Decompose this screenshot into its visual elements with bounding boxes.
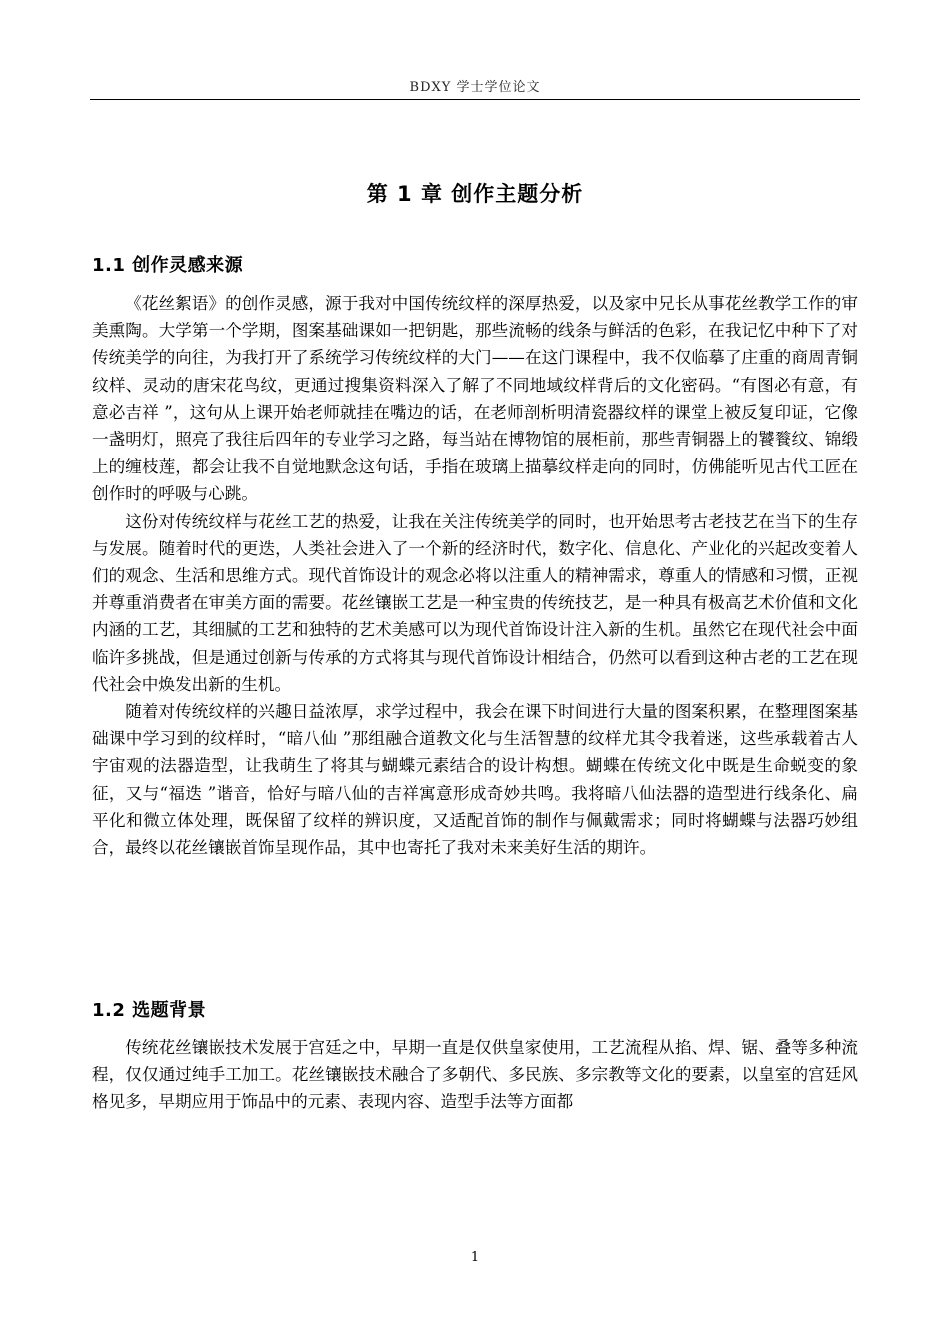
paragraph: 传统花丝镶嵌技术发展于宫廷之中，早期一直是仅供皇家使用，工艺流程从掐、焊、锯、叠等多种流程，仅仅通过纯手工加工。花丝镶嵌技术融合了多朝代、多民族、多宗教等文化的要素，以皇室的宫廷风格见多，早期应用于饰品中的元素、表现内容、造型手法等方面都 (92, 1038, 858, 1112)
running-header: BDXY 学士学位论文 (409, 80, 541, 95)
section-body-inspiration (92, 290, 858, 861)
paragraph: 这份对传统纹样与花丝工艺的热爱，让我在关注传统美学的同时，也开始思考古老技艺在当下的生存与发展。随着时代的更迭，人类社会进入了一个新的经济时代，数字化、信息化、产业化的兴起改变着人们的观念、生活和思维方式。现代首饰设计的观念必将以注重人的精神需求，尊重人的情感和习惯，正视并尊重消费者在审美方面的需要。花丝镶嵌工艺是一种宝贵的传统技艺，是一种具有极高艺术价值和文化内涵的工艺，其细腻的工艺和独特的艺术美感可以为现代首饰设计注入新的生机。虽然它在现代社会中面临许多挑战，但是通过创新与传承的方式将其与现代首饰设计相结合，仍然可以看到这种古老的工艺在现代社会中焕发出新的生机。 (92, 511, 858, 694)
chapter-title: 第 1 章 创作主题分析 (366, 182, 584, 206)
section-body-background (92, 1034, 858, 1116)
paragraph: 随着对传统纹样的兴趣日益浓厚，求学过程中，我会在课下时间进行大量的图案积累，在整理图案基础课中学习到的纹样时，“暗八仙 ”那组融合道教文化与生活智慧的纹样尤其令我着迷，这些承载着古人宇宙观的法器造型，让我萌生了将其与蝴蝶元素结合的设计构想。蝴蝶在传统文化中既是生命蜕变的象征，又与“福迭 ”谐音，恰好与暗八仙的吉祥寓意形成奇妙共鸣。我将暗八仙法器的造型进行线条化、扁平化和微立体处理，既保留了纹样的辨识度，又适配首饰的制作与佩戴需求；同时将蝴蝶与法器巧妙组合，最终以花丝镶嵌首饰呈现作品，其中也寄托了我对未来美好生活的期许。 (92, 702, 858, 858)
section-title-inspiration: 1.1 创作灵感来源 (92, 255, 244, 276)
paragraph: 《花丝絮语》的创作灵感，源于我对中国传统纹样的深厚热爱，以及家中兄长从事花丝教学工作的审美熏陶。大学第一个学期，图案基础课如一把钥匙，那些流畅的线条与鲜活的色彩，在我记忆中种下了对传统美学的向往，为我打开了系统学习传统纹样的大门——在这门课程中，我不仅临摹了庄重的商周青铜纹样、灵动的唐宋花鸟纹，更通过搜集资料深入了解了不同地域纹样背后的文化密码。“有图必有意，有意必吉祥 ”，这句从上课开始老师就挂在嘴边的话，在老师剖析明清瓷器纹样的课堂上被反复印证，它像一盏明灯，照亮了我往后四年的专业学习之路，每当站在博物馆的展柜前，那些青铜器上的饕餮纹、锦缎上的缠枝莲，都会让我不自觉地默念这句话，手指在玻璃上描摹纹样走向的同时，仿佛能听见古代工匠在创作时的呼吸与心跳。 (92, 294, 858, 504)
section-title-background: 1.2 选题背景 (92, 1000, 207, 1021)
header-divider (90, 99, 860, 100)
page-number: 1 (470, 1250, 480, 1265)
